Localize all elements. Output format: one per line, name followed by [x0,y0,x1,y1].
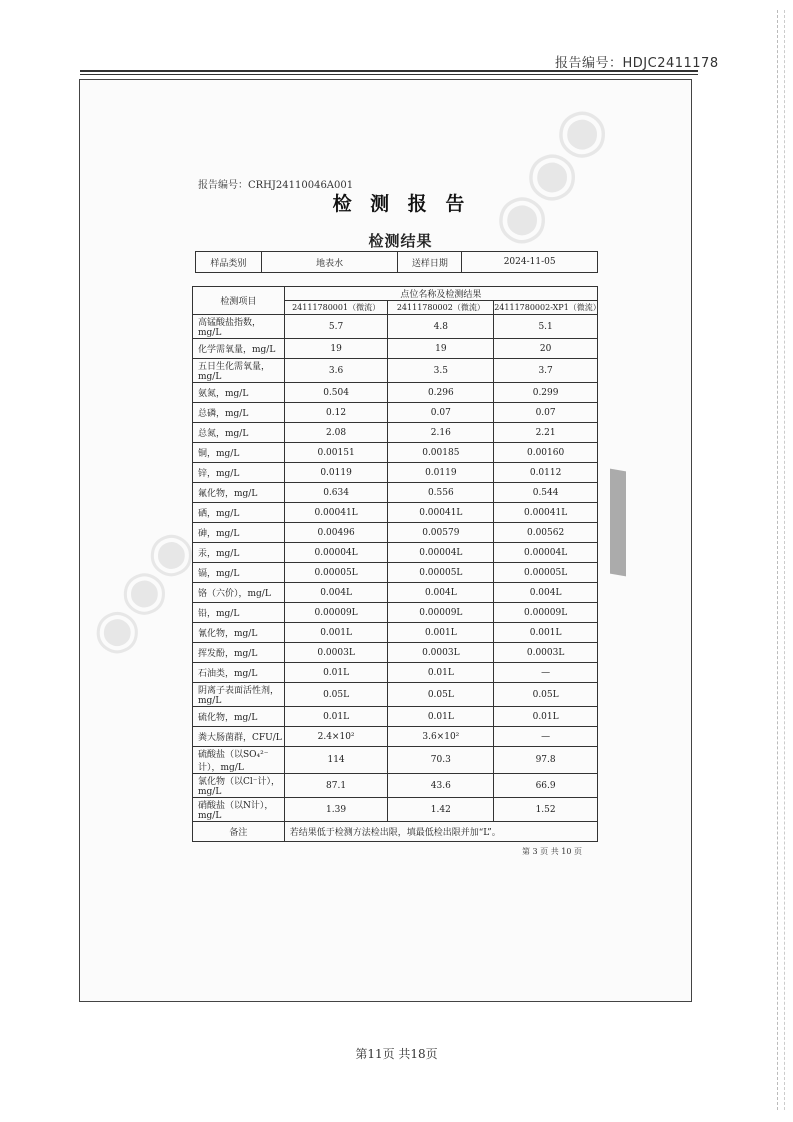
result-cell: 2.21 [494,423,598,443]
item-cell: 总磷，mg/L [193,403,285,423]
result-cell: 43.6 [388,774,494,798]
result-cell: 1.52 [494,798,598,822]
result-cell: 87.1 [284,774,388,798]
table-header-row [193,287,598,301]
result-cell: 0.0003L [388,643,494,663]
table-row [193,315,598,339]
sample-header: 24111780002（微流） [388,301,494,315]
send-date-label: 送样日期 [398,252,462,273]
sample-info-row [196,252,598,273]
result-cell: 2.4×10² [284,727,388,747]
result-cell: 0.544 [494,483,598,503]
table-row [193,423,598,443]
result-cell: 0.00009L [494,603,598,623]
table-row [193,747,598,774]
result-cell: 3.6×10² [388,727,494,747]
table-row [193,523,598,543]
result-cell: 0.00041L [284,503,388,523]
result-cell: 0.0112 [494,463,598,483]
table-row [193,663,598,683]
item-cell: 粪大肠菌群，CFU/L [193,727,285,747]
result-cell: 0.004L [494,583,598,603]
table-row [193,774,598,798]
item-cell: 总氮，mg/L [193,423,285,443]
result-cell: 1.42 [388,798,494,822]
table-row [193,603,598,623]
inner-report-number: 报告编号：CRHJ24110046A001 [198,180,354,191]
page-footer: 第11页 共18页 [355,1047,438,1061]
table-row [193,727,598,747]
sample-type-label: 样品类别 [196,252,262,273]
watermark-seal: ◉◉◉ [74,515,208,668]
result-cell: 0.00005L [284,563,388,583]
seal-mark [610,469,626,577]
result-cell: 3.7 [494,359,598,383]
result-cell: 0.00496 [284,523,388,543]
result-cell: 1.39 [284,798,388,822]
result-cell: — [494,727,598,747]
header-divider [80,74,698,75]
item-cell: 氰化物，mg/L [193,623,285,643]
result-cell: 0.01L [494,707,598,727]
result-cell: 0.00009L [388,603,494,623]
result-cell: 0.00185 [388,443,494,463]
item-cell: 砷，mg/L [193,523,285,543]
result-cell: 0.004L [284,583,388,603]
result-cell: 0.0003L [284,643,388,663]
item-cell: 氨氮，mg/L [193,383,285,403]
table-row [193,443,598,463]
header-divider [80,70,698,72]
result-cell: 0.004L [388,583,494,603]
result-cell: 0.07 [388,403,494,423]
result-cell: 0.00579 [388,523,494,543]
report-title: 检 测 报 告 [332,193,471,215]
remark-label: 备注 [193,822,285,842]
result-cell: 0.556 [388,483,494,503]
result-cell: 0.001L [284,623,388,643]
table-row [193,707,598,727]
scan-edge-line [777,10,778,1110]
section-title: 检测结果 [368,232,433,250]
table-row [193,339,598,359]
result-cell: 0.01L [388,707,494,727]
result-cell: 0.634 [284,483,388,503]
item-cell: 铅，mg/L [193,603,285,623]
inner-page-number: 第 3 页 共 10 页 [522,847,582,856]
result-cell: 0.01L [284,663,388,683]
item-cell: 氯化物（以Cl⁻计），mg/L [193,774,285,798]
item-cell: 挥发酚，mg/L [193,643,285,663]
item-cell: 铜，mg/L [193,443,285,463]
item-cell: 铬（六价），mg/L [193,583,285,603]
result-cell: 2.16 [388,423,494,443]
item-header: 检测项目 [193,287,285,315]
table-row [193,383,598,403]
item-cell: 氟化物，mg/L [193,483,285,503]
result-cell: 0.00005L [494,563,598,583]
result-cell: — [494,663,598,683]
table-row [193,583,598,603]
item-cell: 汞，mg/L [193,543,285,563]
result-cell: 5.1 [494,315,598,339]
result-cell: 0.296 [388,383,494,403]
result-cell: 0.0119 [388,463,494,483]
item-cell: 锌，mg/L [193,463,285,483]
result-cell: 20 [494,339,598,359]
item-cell: 高锰酸盐指数，mg/L [193,315,285,339]
result-cell: 0.05L [494,683,598,707]
table-row [193,798,598,822]
result-cell: 114 [284,747,388,774]
result-cell: 0.00005L [388,563,494,583]
result-cell: 2.08 [284,423,388,443]
sample-info-table [195,251,598,273]
result-cell: 0.001L [388,623,494,643]
item-cell: 化学需氧量，mg/L [193,339,285,359]
table-row [193,623,598,643]
result-cell: 0.05L [284,683,388,707]
result-cell: 0.12 [284,403,388,423]
item-cell: 阴离子表面活性剂，mg/L [193,683,285,707]
item-cell: 硝酸盐（以N计），mg/L [193,798,285,822]
result-cell: 66.9 [494,774,598,798]
table-row [193,463,598,483]
item-cell: 硒，mg/L [193,503,285,523]
table-row [193,563,598,583]
table-row [193,403,598,423]
table-row [193,483,598,503]
result-cell: 0.01L [388,663,494,683]
scan-edge-line [784,10,785,1110]
result-cell: 0.0119 [284,463,388,483]
remark-row [193,822,598,842]
result-cell: 0.00004L [284,543,388,563]
result-cell: 0.299 [494,383,598,403]
result-cell: 4.8 [388,315,494,339]
result-cell: 0.07 [494,403,598,423]
item-cell: 镉，mg/L [193,563,285,583]
sample-header: 24111780001（微流） [284,301,388,315]
result-cell: 0.00004L [494,543,598,563]
result-cell: 19 [284,339,388,359]
item-cell: 硫酸盐（以SO₄²⁻计），mg/L [193,747,285,774]
item-cell: 硫化物，mg/L [193,707,285,727]
table-row [193,503,598,523]
result-cell: 3.6 [284,359,388,383]
result-cell: 0.0003L [494,643,598,663]
sample-header: 24111780002-XP1（微流） [494,301,598,315]
result-cell: 97.8 [494,747,598,774]
result-cell: 0.01L [284,707,388,727]
table-row [193,543,598,563]
table-row [193,643,598,663]
outer-report-number: 报告编号：HDJC2411178 [555,56,719,71]
result-cell: 0.00041L [388,503,494,523]
result-cell: 0.05L [388,683,494,707]
sample-type-value: 地表水 [261,252,398,273]
send-date-value: 2024-11-05 [462,252,598,273]
result-cell: 19 [388,339,494,359]
table-row [193,683,598,707]
group-header: 点位名称及检测结果 [284,287,597,301]
result-cell: 3.5 [388,359,494,383]
result-cell: 0.00009L [284,603,388,623]
result-cell: 0.00562 [494,523,598,543]
result-cell: 0.00151 [284,443,388,463]
result-cell: 5.7 [284,315,388,339]
result-cell: 0.00004L [388,543,494,563]
result-cell: 0.00041L [494,503,598,523]
watermark-seal: ◉◉◉ [474,90,623,260]
item-cell: 石油类，mg/L [193,663,285,683]
result-cell: 0.001L [494,623,598,643]
result-cell: 0.00160 [494,443,598,463]
results-table [192,286,601,842]
item-cell: 五日生化需氧量，mg/L [193,359,285,383]
result-cell: 0.504 [284,383,388,403]
result-cell: 70.3 [388,747,494,774]
remark-text: 若结果低于检测方法检出限，填最低检出限并加“L”。 [284,822,597,842]
table-row [193,359,598,383]
